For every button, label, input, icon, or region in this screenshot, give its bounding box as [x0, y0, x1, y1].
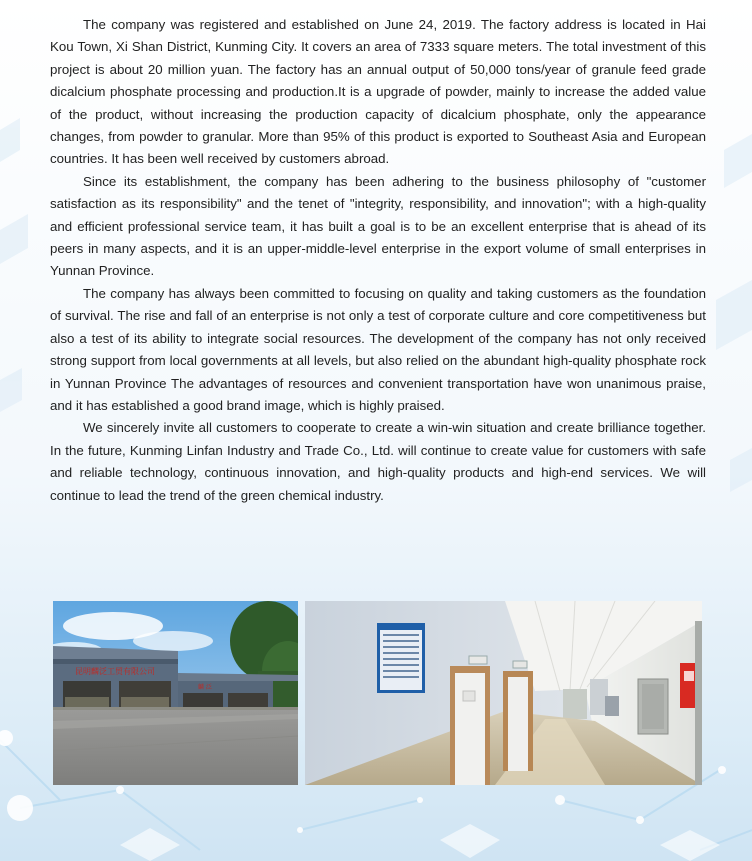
paragraph-quality-commitment: The company has always been committed to focusing on quality and taking customers as the foundation of survival. The rise and fall of an enterprise is not only a test of corporate culture and core competitiveness but also a test of its ability to integrate social resources. The development of the company has not only received strong support from local governments at all levels, but also relied on the abundant high-quality phosphate rock in Yunnan Province The advantages of resources and convenient transportation have won unanimous praise, and it has established a good brand image, which is highly praised.: [50, 285, 706, 413]
svg-text:麟 泛: 麟 泛: [198, 684, 212, 691]
factory-exterior-photo: [53, 601, 298, 785]
paragraph-business-philosophy: Since its establishment, the company has been adhering to the business philosophy of "customer satisfaction as its responsibility" and the tenet of "integrity, responsibility, and innovation"; with a high-quality and efficient professional service team, it has built a goal is to be an excellent enterprise that is ahead of its peers in many aspects, and it is an upper-middle-level enterprise in the export volume of small enterprises in Yunnan Province.: [50, 173, 706, 279]
factory-sign: [75, 666, 155, 676]
paragraph-company-registration: The company was registered and established on June 24, 2019. The factory address is located in Hai Kou Town, Xi Shan District, Kunming City. It covers an area of 7333 square meters. The total investment of this project is about 20 million yuan. The factory has an annual output of 50,000 tons/year of granule feed grade dicalcium phosphate processing and production.It is a upgrade of powder, mainly to increase the added value of the product, without increasing the production capacity of dicalcium phosphate, only the appearance changes, from powder to granular. More than 95% of this product is exported to Southeast Asia and European countries. It has been well received by customers abroad.: [50, 17, 706, 167]
office-corridor-photo: [305, 601, 702, 785]
paragraph-invitation: We sincerely invite all customers to cooperate to create a win-win situation and create brilliance together. In the future, Kunming Linfan Industry and Trade Co., Ltd. will continue to create value for customers with safe and reliable technology, continuous innovation, and high-quality products and high-end services. We will continue to lead the trend of the green chemical industry.: [50, 420, 706, 503]
svg-text:昆明麟泛工贸有限公司: 昆明麟泛工贸有限公司: [75, 667, 155, 676]
company-profile-text: [50, 14, 706, 507]
